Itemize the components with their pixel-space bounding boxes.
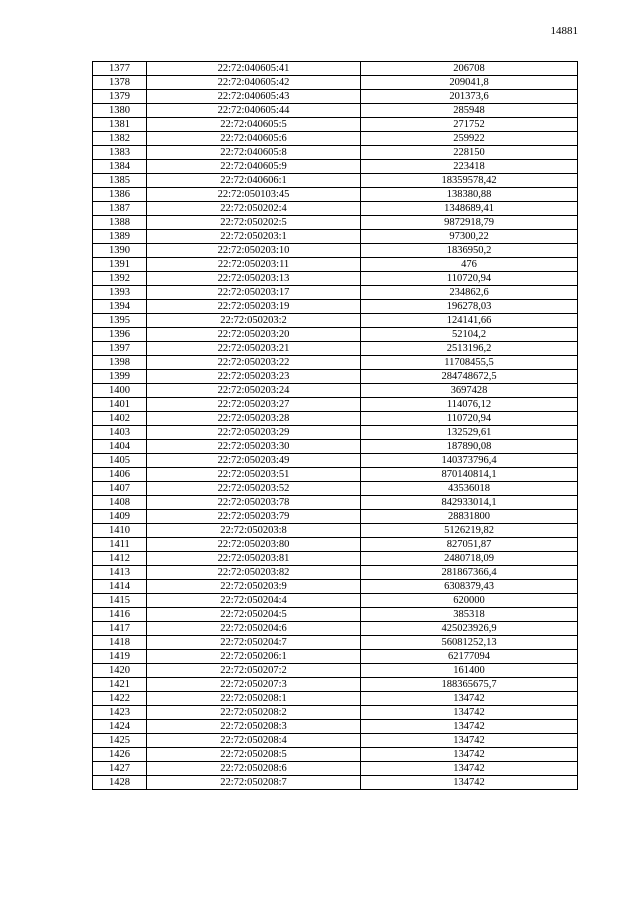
value-cell: 842933014,1	[361, 496, 578, 510]
row-number-cell: 1428	[93, 776, 147, 790]
cadastral-number-cell: 22:72:040605:42	[147, 76, 361, 90]
cadastral-number-cell: 22:72:050203:27	[147, 398, 361, 412]
cadastral-number-cell: 22:72:050203:11	[147, 258, 361, 272]
value-cell: 52104,2	[361, 328, 578, 342]
cadastral-number-cell: 22:72:050208:4	[147, 734, 361, 748]
cadastral-number-cell: 22:72:050203:8	[147, 524, 361, 538]
row-number-cell: 1408	[93, 496, 147, 510]
value-cell: 281867366,4	[361, 566, 578, 580]
value-cell: 285948	[361, 104, 578, 118]
table-row	[93, 384, 578, 398]
row-number-cell: 1423	[93, 706, 147, 720]
value-cell: 56081252,13	[361, 636, 578, 650]
cadastral-number-cell: 22:72:050207:2	[147, 664, 361, 678]
row-number-cell: 1383	[93, 146, 147, 160]
cadastral-number-cell: 22:72:050203:1	[147, 230, 361, 244]
cadastral-number-cell: 22:72:050204:6	[147, 622, 361, 636]
value-cell: 134742	[361, 692, 578, 706]
table-row	[93, 258, 578, 272]
row-number-cell: 1391	[93, 258, 147, 272]
row-number-cell: 1405	[93, 454, 147, 468]
cadastral-number-cell: 22:72:050203:20	[147, 328, 361, 342]
cadastral-number-cell: 22:72:050208:1	[147, 692, 361, 706]
row-number-cell: 1389	[93, 230, 147, 244]
cadastral-number-cell: 22:72:050203:49	[147, 454, 361, 468]
row-number-cell: 1403	[93, 426, 147, 440]
value-cell: 62177094	[361, 650, 578, 664]
row-number-cell: 1399	[93, 370, 147, 384]
row-number-cell: 1380	[93, 104, 147, 118]
table-row	[93, 146, 578, 160]
table-row	[93, 76, 578, 90]
row-number-cell: 1406	[93, 468, 147, 482]
row-number-cell: 1404	[93, 440, 147, 454]
value-cell: 870140814,1	[361, 468, 578, 482]
table-row	[93, 594, 578, 608]
cadastral-number-cell: 22:72:040605:9	[147, 160, 361, 174]
row-number-cell: 1410	[93, 524, 147, 538]
cadastral-number-cell: 22:72:040606:1	[147, 174, 361, 188]
value-cell: 620000	[361, 594, 578, 608]
table-row	[93, 776, 578, 790]
table-row	[93, 552, 578, 566]
row-number-cell: 1421	[93, 678, 147, 692]
value-cell: 2480718,09	[361, 552, 578, 566]
value-cell: 124141,66	[361, 314, 578, 328]
table-row	[93, 748, 578, 762]
row-number-cell: 1394	[93, 300, 147, 314]
cadastral-number-cell: 22:72:050103:45	[147, 188, 361, 202]
table-row	[93, 244, 578, 258]
table-row	[93, 356, 578, 370]
row-number-cell: 1392	[93, 272, 147, 286]
table-row	[93, 370, 578, 384]
row-number-cell: 1386	[93, 188, 147, 202]
table-row	[93, 188, 578, 202]
value-cell: 188365675,7	[361, 678, 578, 692]
table-row	[93, 412, 578, 426]
value-cell: 114076,12	[361, 398, 578, 412]
row-number-cell: 1424	[93, 720, 147, 734]
row-number-cell: 1395	[93, 314, 147, 328]
table-row	[93, 678, 578, 692]
row-number-cell: 1385	[93, 174, 147, 188]
table-row	[93, 230, 578, 244]
value-cell: 138380,88	[361, 188, 578, 202]
cadastral-table	[92, 61, 578, 790]
row-number-cell: 1417	[93, 622, 147, 636]
value-cell: 228150	[361, 146, 578, 160]
table-row	[93, 160, 578, 174]
table-row	[93, 342, 578, 356]
cadastral-number-cell: 22:72:050203:79	[147, 510, 361, 524]
row-number-cell: 1427	[93, 762, 147, 776]
value-cell: 161400	[361, 664, 578, 678]
value-cell: 134742	[361, 706, 578, 720]
cadastral-number-cell: 22:72:050208:5	[147, 748, 361, 762]
cadastral-number-cell: 22:72:050203:28	[147, 412, 361, 426]
row-number-cell: 1426	[93, 748, 147, 762]
cadastral-number-cell: 22:72:050203:81	[147, 552, 361, 566]
row-number-cell: 1381	[93, 118, 147, 132]
row-number-cell: 1388	[93, 216, 147, 230]
value-cell: 134742	[361, 734, 578, 748]
row-number-cell: 1422	[93, 692, 147, 706]
table-row	[93, 328, 578, 342]
row-number-cell: 1400	[93, 384, 147, 398]
row-number-cell: 1387	[93, 202, 147, 216]
value-cell: 476	[361, 258, 578, 272]
cadastral-number-cell: 22:72:050203:19	[147, 300, 361, 314]
row-number-cell: 1397	[93, 342, 147, 356]
table-row	[93, 202, 578, 216]
table-row	[93, 762, 578, 776]
row-number-cell: 1402	[93, 412, 147, 426]
cadastral-number-cell: 22:72:050203:9	[147, 580, 361, 594]
row-number-cell: 1412	[93, 552, 147, 566]
value-cell: 97300,22	[361, 230, 578, 244]
cadastral-number-cell: 22:72:050203:82	[147, 566, 361, 580]
table-row	[93, 524, 578, 538]
value-cell: 385318	[361, 608, 578, 622]
table-row	[93, 454, 578, 468]
value-cell: 9872918,79	[361, 216, 578, 230]
cadastral-number-cell: 22:72:040605:8	[147, 146, 361, 160]
table-row	[93, 300, 578, 314]
cadastral-number-cell: 22:72:050203:23	[147, 370, 361, 384]
table-row	[93, 132, 578, 146]
row-number-cell: 1411	[93, 538, 147, 552]
table-row	[93, 90, 578, 104]
table-row	[93, 580, 578, 594]
table-row	[93, 104, 578, 118]
row-number-cell: 1420	[93, 664, 147, 678]
cadastral-number-cell: 22:72:050203:30	[147, 440, 361, 454]
row-number-cell: 1413	[93, 566, 147, 580]
row-number-cell: 1379	[93, 90, 147, 104]
cadastral-number-cell: 22:72:040605:44	[147, 104, 361, 118]
table-row	[93, 650, 578, 664]
table-row	[93, 272, 578, 286]
value-cell: 43536018	[361, 482, 578, 496]
cadastral-number-cell: 22:72:050208:7	[147, 776, 361, 790]
value-cell: 425023926,9	[361, 622, 578, 636]
value-cell: 3697428	[361, 384, 578, 398]
table-row	[93, 510, 578, 524]
table-row	[93, 174, 578, 188]
table-row	[93, 482, 578, 496]
row-number-cell: 1398	[93, 356, 147, 370]
cadastral-number-cell: 22:72:050203:10	[147, 244, 361, 258]
cadastral-number-cell: 22:72:040605:6	[147, 132, 361, 146]
row-number-cell: 1378	[93, 76, 147, 90]
row-number-cell: 1377	[93, 62, 147, 76]
table-row	[93, 706, 578, 720]
row-number-cell: 1415	[93, 594, 147, 608]
value-cell: 206708	[361, 62, 578, 76]
table-row	[93, 664, 578, 678]
cadastral-number-cell: 22:72:050207:3	[147, 678, 361, 692]
cadastral-number-cell: 22:72:050203:29	[147, 426, 361, 440]
cadastral-number-cell: 22:72:050203:52	[147, 482, 361, 496]
cadastral-number-cell: 22:72:050206:1	[147, 650, 361, 664]
row-number-cell: 1384	[93, 160, 147, 174]
value-cell: 259922	[361, 132, 578, 146]
row-number-cell: 1407	[93, 482, 147, 496]
cadastral-number-cell: 22:72:050203:78	[147, 496, 361, 510]
value-cell: 234862,6	[361, 286, 578, 300]
row-number-cell: 1416	[93, 608, 147, 622]
value-cell: 1348689,41	[361, 202, 578, 216]
cadastral-number-cell: 22:72:050203:2	[147, 314, 361, 328]
value-cell: 209041,8	[361, 76, 578, 90]
row-number-cell: 1418	[93, 636, 147, 650]
value-cell: 827051,87	[361, 538, 578, 552]
cadastral-number-cell: 22:72:040605:41	[147, 62, 361, 76]
cadastral-number-cell: 22:72:050204:4	[147, 594, 361, 608]
value-cell: 110720,94	[361, 272, 578, 286]
cadastral-number-cell: 22:72:050203:13	[147, 272, 361, 286]
cadastral-number-cell: 22:72:050203:24	[147, 384, 361, 398]
cadastral-number-cell: 22:72:040605:5	[147, 118, 361, 132]
cadastral-number-cell: 22:72:050202:4	[147, 202, 361, 216]
cadastral-number-cell: 22:72:050203:21	[147, 342, 361, 356]
table-row	[93, 496, 578, 510]
table-row	[93, 692, 578, 706]
value-cell: 140373796,4	[361, 454, 578, 468]
cadastral-number-cell: 22:72:050208:6	[147, 762, 361, 776]
value-cell: 132529,61	[361, 426, 578, 440]
value-cell: 284748672,5	[361, 370, 578, 384]
row-number-cell: 1390	[93, 244, 147, 258]
row-number-cell: 1419	[93, 650, 147, 664]
row-number-cell: 1396	[93, 328, 147, 342]
table-row	[93, 118, 578, 132]
cadastral-number-cell: 22:72:050203:22	[147, 356, 361, 370]
row-number-cell: 1414	[93, 580, 147, 594]
value-cell: 134742	[361, 762, 578, 776]
table-row	[93, 734, 578, 748]
table-row	[93, 636, 578, 650]
row-number-cell: 1425	[93, 734, 147, 748]
cadastral-number-cell: 22:72:050203:17	[147, 286, 361, 300]
cadastral-number-cell: 22:72:050204:7	[147, 636, 361, 650]
value-cell: 2513196,2	[361, 342, 578, 356]
row-number-cell: 1409	[93, 510, 147, 524]
table-row	[93, 622, 578, 636]
table-row	[93, 314, 578, 328]
value-cell: 134742	[361, 748, 578, 762]
value-cell: 11708455,5	[361, 356, 578, 370]
table-row	[93, 398, 578, 412]
cadastral-number-cell: 22:72:050203:51	[147, 468, 361, 482]
value-cell: 134742	[361, 776, 578, 790]
table-row	[93, 426, 578, 440]
row-number-cell: 1382	[93, 132, 147, 146]
cadastral-table-body	[93, 62, 578, 790]
table-row	[93, 468, 578, 482]
cadastral-number-cell: 22:72:050203:80	[147, 538, 361, 552]
value-cell: 1836950,2	[361, 244, 578, 258]
value-cell: 110720,94	[361, 412, 578, 426]
table-row	[93, 538, 578, 552]
value-cell: 28831800	[361, 510, 578, 524]
table-row	[93, 440, 578, 454]
value-cell: 134742	[361, 720, 578, 734]
cadastral-number-cell: 22:72:040605:43	[147, 90, 361, 104]
value-cell: 18359578,42	[361, 174, 578, 188]
row-number-cell: 1401	[93, 398, 147, 412]
table-row	[93, 62, 578, 76]
cadastral-number-cell: 22:72:050204:5	[147, 608, 361, 622]
value-cell: 196278,03	[361, 300, 578, 314]
table-row	[93, 720, 578, 734]
table-row	[93, 216, 578, 230]
table-row	[93, 566, 578, 580]
value-cell: 5126219,82	[361, 524, 578, 538]
value-cell: 223418	[361, 160, 578, 174]
value-cell: 201373,6	[361, 90, 578, 104]
cadastral-number-cell: 22:72:050208:3	[147, 720, 361, 734]
table-row	[93, 286, 578, 300]
value-cell: 6308379,43	[361, 580, 578, 594]
row-number-cell: 1393	[93, 286, 147, 300]
cadastral-number-cell: 22:72:050202:5	[147, 216, 361, 230]
table-row	[93, 608, 578, 622]
page-number: 14881	[550, 25, 578, 37]
value-cell: 271752	[361, 118, 578, 132]
cadastral-number-cell: 22:72:050208:2	[147, 706, 361, 720]
value-cell: 187890,08	[361, 440, 578, 454]
